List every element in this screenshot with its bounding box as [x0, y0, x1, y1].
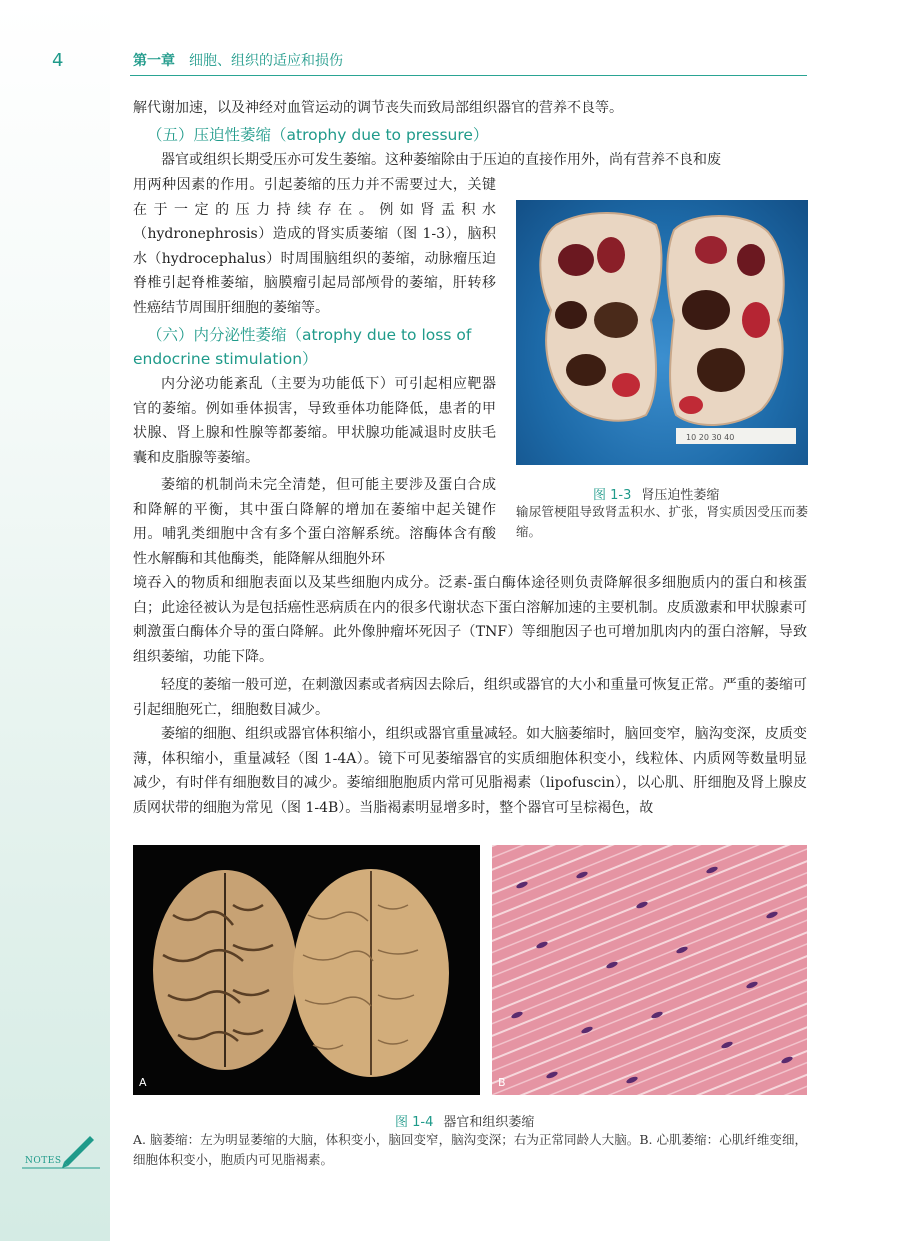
paragraph-mechanism-2: 境吞入的物质和细胞表面以及某些细胞内成分。泛素-蛋白酶体途径则负责降解很多细胞质内的蛋白和核蛋白；此途径被认为是包括癌性恶病质在内的很多代谢状态下蛋白溶解加速的主要机制。皮质激素和甲状腺素可刺激蛋白酶体介导的蛋白降解。此外像肿瘤坏死因子（TNF）等细胞因子也可增加肌肉内的蛋白溶解，导致组织萎缩，功能下降。: [133, 575, 807, 665]
paragraph-endocrine: 内分泌功能紊乱（主要为功能低下）可引起相应靶器官的萎缩。例如垂体损害，导致垂体功能降低，患者的甲状腺、肾上腺和性腺等都萎缩。甲状腺功能减退时皮肤毛囊和皮脂腺等萎缩。: [133, 376, 496, 466]
figure-1-4-caption-title: [395, 1111, 534, 1130]
paragraph-intro: 解代谢加速，以及神经对血管运动的调节丧失而致局部组织器官的营养不良等。: [133, 100, 623, 116]
paragraph-mechanism-1: 萎缩的机制尚未完全清楚，但可能主要涉及蛋白合成和降解的平衡，其中蛋白降解的增加在萎缩中起关键作用。哺乳类细胞中含有多个蛋白溶解系统。溶酶体含有酸性水解酶和其他酶类，能降解从细胞外环: [133, 477, 496, 567]
panel-b-label: B: [498, 1076, 506, 1089]
figure-myocardium-histology: [492, 845, 807, 1095]
header-rule: [130, 75, 807, 76]
margin-strip: [0, 0, 110, 1241]
section-heading-endocrine-atrophy: （六）内分泌性萎缩（atrophy due to loss of: [147, 326, 472, 344]
notes-mark: [22, 1130, 102, 1170]
section-heading-pressure-atrophy: （五）压迫性萎缩（atrophy due to pressure）: [147, 126, 489, 144]
chapter-label: 第一章: [133, 53, 175, 69]
figure-1-3-caption-title: [593, 484, 719, 503]
notes-label: NOTES: [25, 1156, 62, 1166]
figure-1-3-caption-text: 输尿管梗阻导致肾盂积水、扩张，肾实质因受压而萎缩。: [516, 504, 808, 539]
paragraph-pressure-1: 器官或组织长期受压亦可发生萎缩。这种萎缩除由于压迫的直接作用外，尚有营养不良和废: [161, 152, 721, 168]
figure-1-3-title: 肾压迫性萎缩: [641, 488, 720, 503]
paragraph-pressure-2: 用两种因素的作用。引起萎缩的压力并不需要过大，关键在于一定的压力持续存在。例如肾盂积水（hydronephrosis）造成的肾实质萎缩（图 1-3），脑积水（hydrocephalus）时周围脑组织的萎缩，动脉瘤压迫脊椎引起脊椎萎缩，脑膜瘤引起局部颅骨的萎缩，肝转移性癌结节周围肝细胞的萎缩等。: [133, 177, 496, 316]
figure-1-4-title: 器官和组织萎缩: [443, 1115, 535, 1130]
brain-illustration: [133, 845, 480, 1095]
paragraph-reversibility: 轻度的萎缩一般可逆，在刺激因素或者病因去除后，组织或器官的大小和重量可恢复正常。严重的萎缩可引起细胞死亡，细胞数目减少。: [133, 677, 807, 718]
paragraph-morphology: 萎缩的细胞、组织或器官体积缩小，组织或器官重量减轻。如大脑萎缩时，脑回变窄，脑沟变深，皮质变薄，体积缩小，重量减轻（图 1-4A）。镜下可见萎缩器官的实质细胞体积变小，线粒体、内质网等数量明显减少，有时伴有细胞数目的减少。萎缩细胞胞质内常可见脂褐素（lipofuscin），以心肌、肝细胞及肾上腺皮质网状带的细胞为常见（图 1-4B）。当脂褐素明显增多时，整个器官可呈棕褐色，故: [133, 726, 807, 816]
histology-illustration: [492, 845, 807, 1095]
figure-1-3-number: 图 1-3: [593, 488, 632, 503]
figure-1-4-number: 图 1-4: [395, 1115, 434, 1130]
panel-a-label: A: [139, 1076, 147, 1089]
section-heading-endocrine-atrophy-cont: endocrine stimulation）: [133, 350, 318, 368]
chapter-header: [133, 50, 343, 70]
ruler-scale-text: 10 20 30 40: [686, 433, 735, 442]
figure-1-4-caption-text: A. 脑萎缩：左为明显萎缩的大脑，体积变小，脑回变窄，脑沟变深；右为正常同龄人大脑。B. 心肌萎缩：心肌纤维变细，细胞体积变小，胞质内可见脂褐素。: [133, 1132, 807, 1167]
figure-kidney-photo: [516, 200, 808, 465]
chapter-title: 细胞、组织的适应和损伤: [189, 53, 343, 69]
figure-brain-photo: [133, 845, 480, 1095]
kidney-illustration: [516, 200, 808, 465]
page-number: 4: [52, 50, 64, 71]
